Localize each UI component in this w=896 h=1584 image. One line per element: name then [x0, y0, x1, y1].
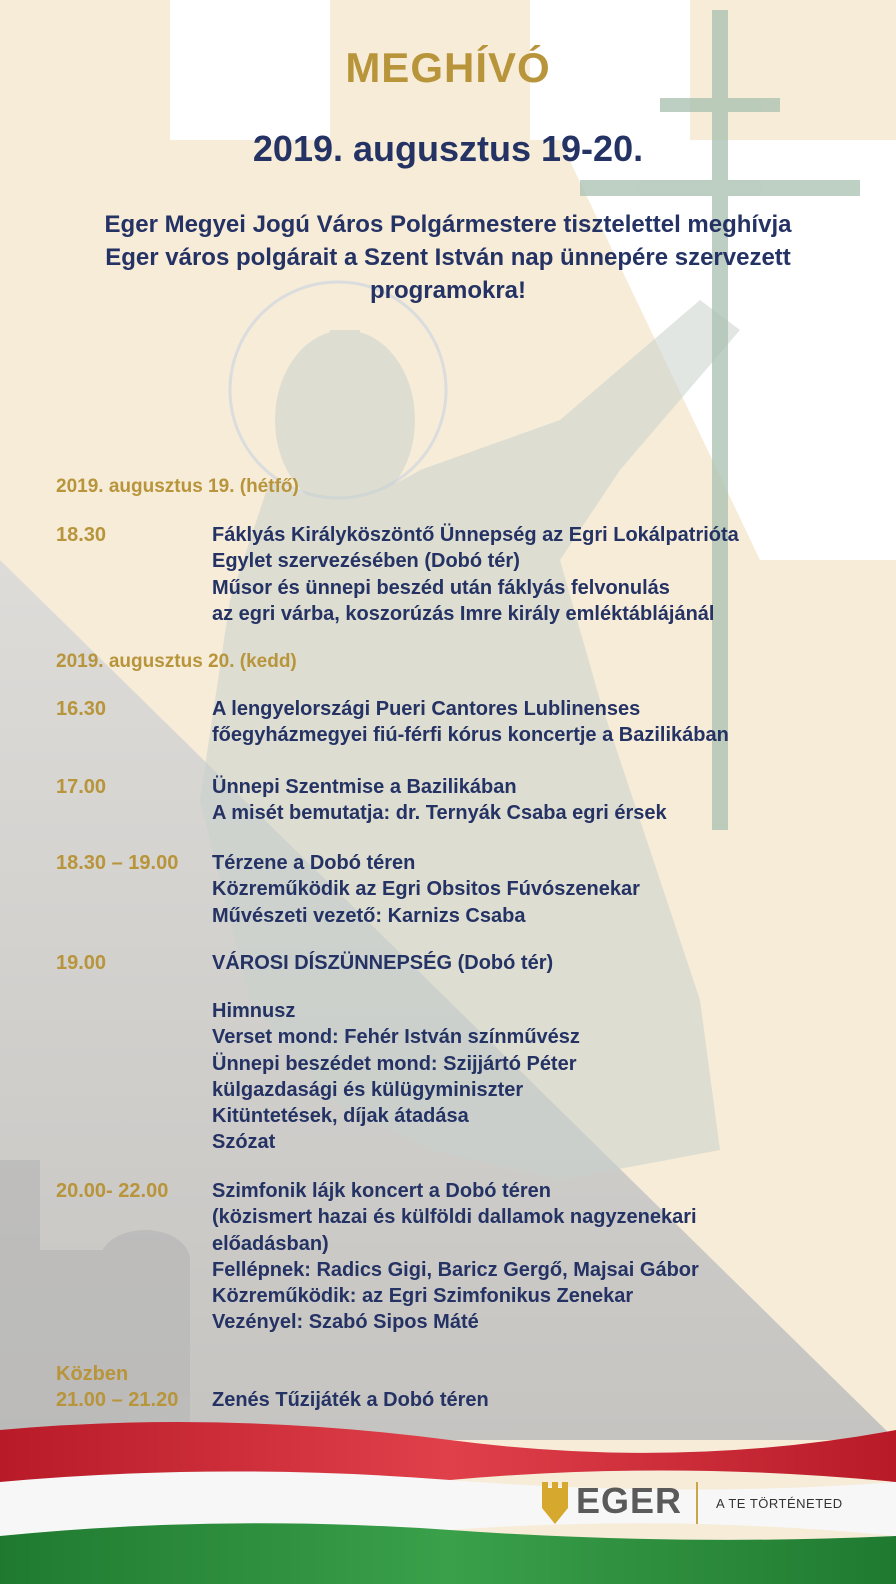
event-date-headline: 2019. augusztus 19-20.	[252, 128, 644, 169]
event-line: A misét bemutatja: dr. Ternyák Csaba egri érsek	[212, 802, 667, 825]
event-line: Közreműködik az Egri Obsitos Fúvószenekar	[212, 878, 640, 901]
intro-line: Eger város polgárait a Szent István nap ünnepére szervezett	[105, 244, 791, 271]
event-time: 18.30 – 19.00	[56, 852, 179, 874]
event-description	[212, 850, 832, 929]
event-time: 16.30	[56, 698, 107, 720]
ceremony-program	[212, 998, 832, 1156]
event-line: Közreműködik: az Egri Szimfonikus Zenekar	[212, 1285, 634, 1308]
day-heading-1: 2019. augusztus 19. (hétfő)	[56, 476, 299, 497]
meanwhile-label: Közben	[56, 1363, 129, 1385]
event-line: Egylet szervezésében (Dobó tér)	[212, 550, 520, 573]
event-time: 17.00	[56, 776, 107, 798]
event-line: Fáklyás Királyköszöntő Ünnepség az Egri Lokálpatrióta	[212, 524, 739, 546]
event-time: 19.00	[56, 952, 107, 974]
event-line: Szimfonik lájk koncert a Dobó téren	[212, 1180, 551, 1202]
event-line: külgazdasági és külügyminiszter	[212, 1078, 524, 1101]
intro-text	[40, 208, 856, 307]
event-description	[212, 950, 832, 976]
event-line: főegyházmegyei fiú-férfi kórus koncertje a Bazilikában	[212, 724, 729, 747]
event-line: Ünnepi beszédet mond: Szijjártó Péter	[212, 1052, 577, 1075]
castle-tower-icon	[540, 1482, 570, 1524]
event-line: Verset mond: Fehér István színművész	[212, 1026, 580, 1049]
event-line: VÁROSI DÍSZÜNNEPSÉG (Dobó tér)	[212, 952, 554, 974]
logo-wordmark: EGER	[576, 1480, 683, 1521]
event-line: A lengyelországi Pueri Cantores Lublinenses	[212, 698, 641, 720]
event-description	[212, 522, 832, 627]
logo-separator	[696, 1482, 698, 1524]
event-line: Zenés Tűzijáték a Dobó téren	[212, 1389, 489, 1411]
eger-logo	[540, 1480, 860, 1526]
event-line: Fellépnek: Radics Gigi, Baricz Gergő, Majsai Gábor	[212, 1258, 699, 1281]
event-time: 21.00 – 21.20	[56, 1389, 179, 1411]
event-line: Térzene a Dobó téren	[212, 852, 416, 874]
event-line: az egri várba, koszorúzás Imre király emléktáblájánál	[212, 602, 715, 625]
intro-line: programokra!	[369, 277, 527, 304]
event-line: (közismert hazai és külföldi dallamok nagyzenekari	[212, 1206, 697, 1229]
page-title: MEGHÍVÓ	[345, 44, 551, 91]
event-description	[212, 1178, 832, 1336]
logo-tagline: A TE TÖRTÉNETED	[716, 1496, 843, 1511]
event-line: Művészeti vezető: Karnizs Csaba	[212, 904, 526, 927]
event-line: Szózat	[212, 1131, 276, 1154]
event-line: Műsor és ünnepi beszéd után fáklyás felvonulás	[212, 576, 670, 599]
event-time: 18.30	[56, 524, 107, 546]
event-description	[212, 774, 832, 827]
event-time: 20.00- 22.00	[56, 1180, 169, 1202]
event-description	[212, 696, 832, 749]
event-line: előadásban)	[212, 1232, 329, 1255]
intro-line: Eger Megyei Jogú Város Polgármestere tisztelettel meghívja	[104, 211, 792, 238]
event-line: Vezényel: Szabó Sipos Máté	[212, 1311, 479, 1334]
day-heading-2: 2019. augusztus 20. (kedd)	[56, 651, 297, 672]
event-line: Ünnepi Szentmise a Bazilikában	[212, 776, 517, 798]
event-line: Kitüntetések, díjak átadása	[212, 1105, 469, 1128]
event-description	[212, 1387, 832, 1413]
event-line: Himnusz	[212, 1000, 296, 1022]
